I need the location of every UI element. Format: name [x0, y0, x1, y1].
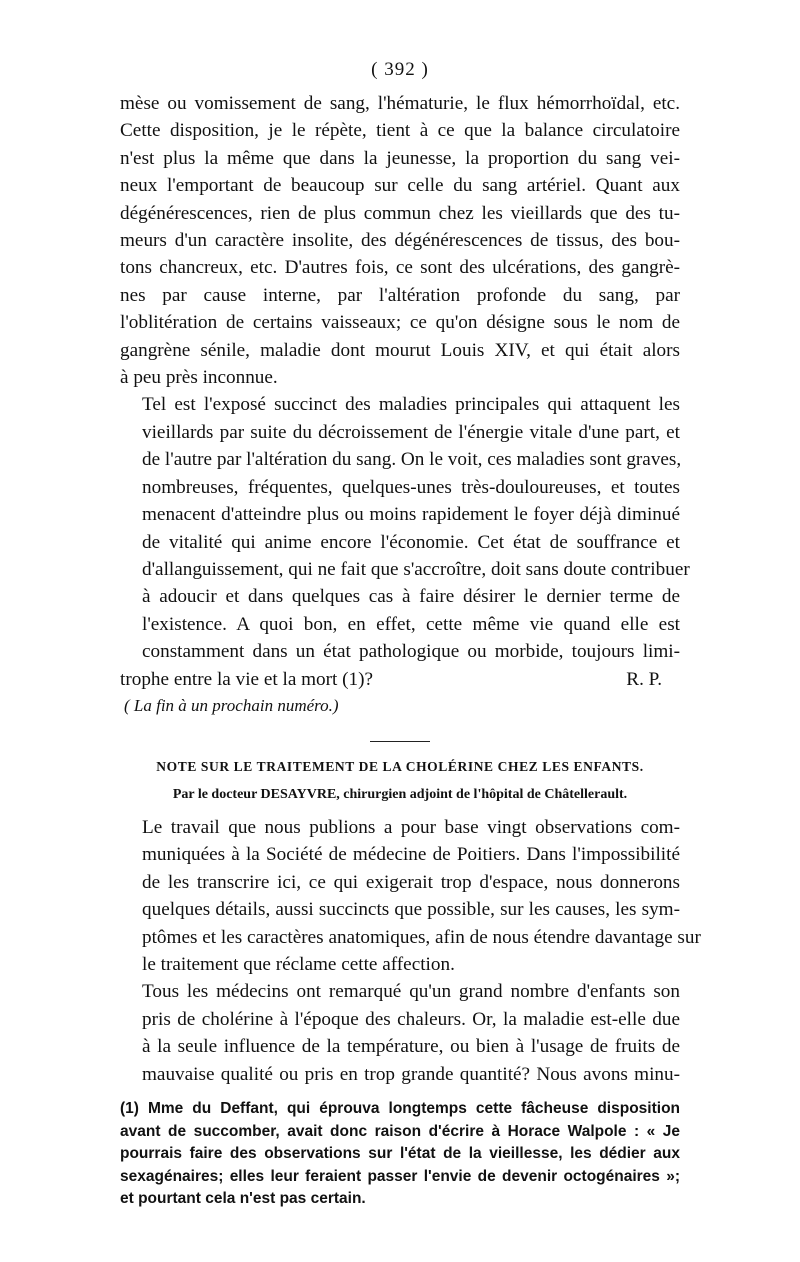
text-line: à peu près inconnue.: [120, 367, 278, 389]
text-line: à la seule influence de la température, ou bien à l'usage de fruits de: [142, 1036, 680, 1058]
text-line: Cette disposition, je le répète, tient à ce que la balance circulatoire: [120, 120, 680, 142]
text-line: d'allanguissement, qui ne fait que s'accroître, doit sans doute contribuer: [142, 558, 690, 580]
section-divider: [370, 741, 430, 742]
footnote: [120, 1098, 680, 1211]
text-line: mauvaise qualité ou pris en trop grande quantité? Nous avons minu-: [142, 1063, 680, 1085]
text-line: de les transcrire ici, ce qui exigerait trop d'espace, nous donnerons: [142, 871, 680, 893]
footnote-line: avant de succomber, avait donc raison d'écrire à Horace Walpole : « Je: [120, 1122, 680, 1140]
paragraph-2: [120, 391, 690, 665]
text-line: nombreuses, fréquentes, quelques-unes très-douloureuses, et toutes: [142, 476, 680, 498]
footnote-line: sexagénaires; elles leur feraient passer l'envie de devenir octogénaires »;: [120, 1167, 680, 1185]
paragraph-3: [120, 814, 701, 978]
author-signature: R. P.: [626, 668, 662, 690]
text-line: Le travail que nous publions a pour base vingt observations com-: [142, 816, 680, 838]
continuation-notice: ( La fin à un prochain numéro.): [124, 695, 339, 715]
text-line: Tel est l'exposé succinct des maladies principales qui attaquent les: [142, 394, 680, 416]
article-byline: Par le docteur DESAYVRE, chirurgien adjoint de l'hôpital de Châtellerault.: [172, 786, 628, 802]
text-line: pris de cholérine à l'époque des chaleurs. Or, la maladie est-elle due: [142, 1008, 680, 1030]
text-line: dégénérescences, rien de plus commun chez les vieillards que des tu-: [120, 202, 680, 224]
text-line: muniquées à la Société de médecine de Poitiers. Dans l'impossibilité: [142, 844, 680, 866]
text-line: de l'autre par l'altération du sang. On le voit, ces maladies sont graves,: [142, 449, 682, 471]
paragraph-4: [120, 978, 680, 1088]
page-number: ( 392 ): [371, 59, 429, 80]
text-line: à adoucir et dans quelques cas à faire désirer le dernier terme de: [142, 586, 680, 608]
article-title: NOTE SUR LE TRAITEMENT DE LA CHOLÉRINE CHEZ LES ENFANTS.: [156, 758, 644, 774]
text-line: menacent d'atteindre plus ou moins rapidement le foyer déjà diminué: [142, 504, 680, 526]
document-page: [120, 56, 701, 1211]
footnote-line: (1) Mme du Deffant, qui éprouva longtemps cette fâcheuse disposition: [120, 1100, 680, 1117]
text-line: constamment dans un état pathologique ou morbide, toujours limi-: [142, 641, 680, 663]
closing-line: [120, 666, 680, 693]
paragraph-1: [120, 90, 680, 391]
text-line: le traitement que réclame cette affection.: [142, 953, 455, 975]
text-line: Tous les médecins ont remarqué qu'un grand nombre d'enfants son: [142, 981, 680, 1003]
text-line: tons chancreux, etc. D'autres fois, ce sont des ulcérations, des gangrè-: [120, 257, 680, 279]
text-line: vieillards par suite du décroissement de l'énergie vitale d'une part, et: [142, 421, 680, 443]
text-line: nes par cause interne, par l'altération profonde du sang, par: [120, 284, 680, 306]
text-line: n'est plus la même que dans la jeunesse, la proportion du sang vei-: [120, 147, 680, 169]
text-line: l'existence. A quoi bon, en effet, cette même vie quand elle est: [142, 613, 680, 635]
text-line: de vitalité qui anime encore l'économie. Cet état de souffrance et: [142, 531, 680, 553]
footnote-line: et pourtant cela n'est pas certain.: [120, 1190, 366, 1207]
text-line: neux l'emportant de beaucoup sur celle du sang artériel. Quant aux: [120, 175, 680, 197]
text-line: trophe entre la vie et la mort (1)?: [120, 668, 374, 690]
text-line: quelques détails, aussi succincts que possible, sur les causes, les sym-: [142, 899, 680, 921]
text-line: ptômes et les caractères anatomiques, afin de nous étendre davantage sur: [142, 926, 701, 948]
text-line: l'oblitération de certains vaisseaux; ce qu'on désigne sous le nom de: [120, 312, 680, 334]
footnote-line: pourrais faire des observations sur l'état de la vieillesse, les dédier aux: [120, 1145, 680, 1162]
text-line: gangrène sénile, maladie dont mourut Louis XIV, et qui était alors: [120, 339, 680, 361]
text-line: meurs d'un caractère insolite, des dégénérescences de tissus, des bou-: [120, 230, 680, 252]
text-line: mèse ou vomissement de sang, l'hématurie, le flux hémorrhoïdal, etc.: [120, 93, 680, 114]
